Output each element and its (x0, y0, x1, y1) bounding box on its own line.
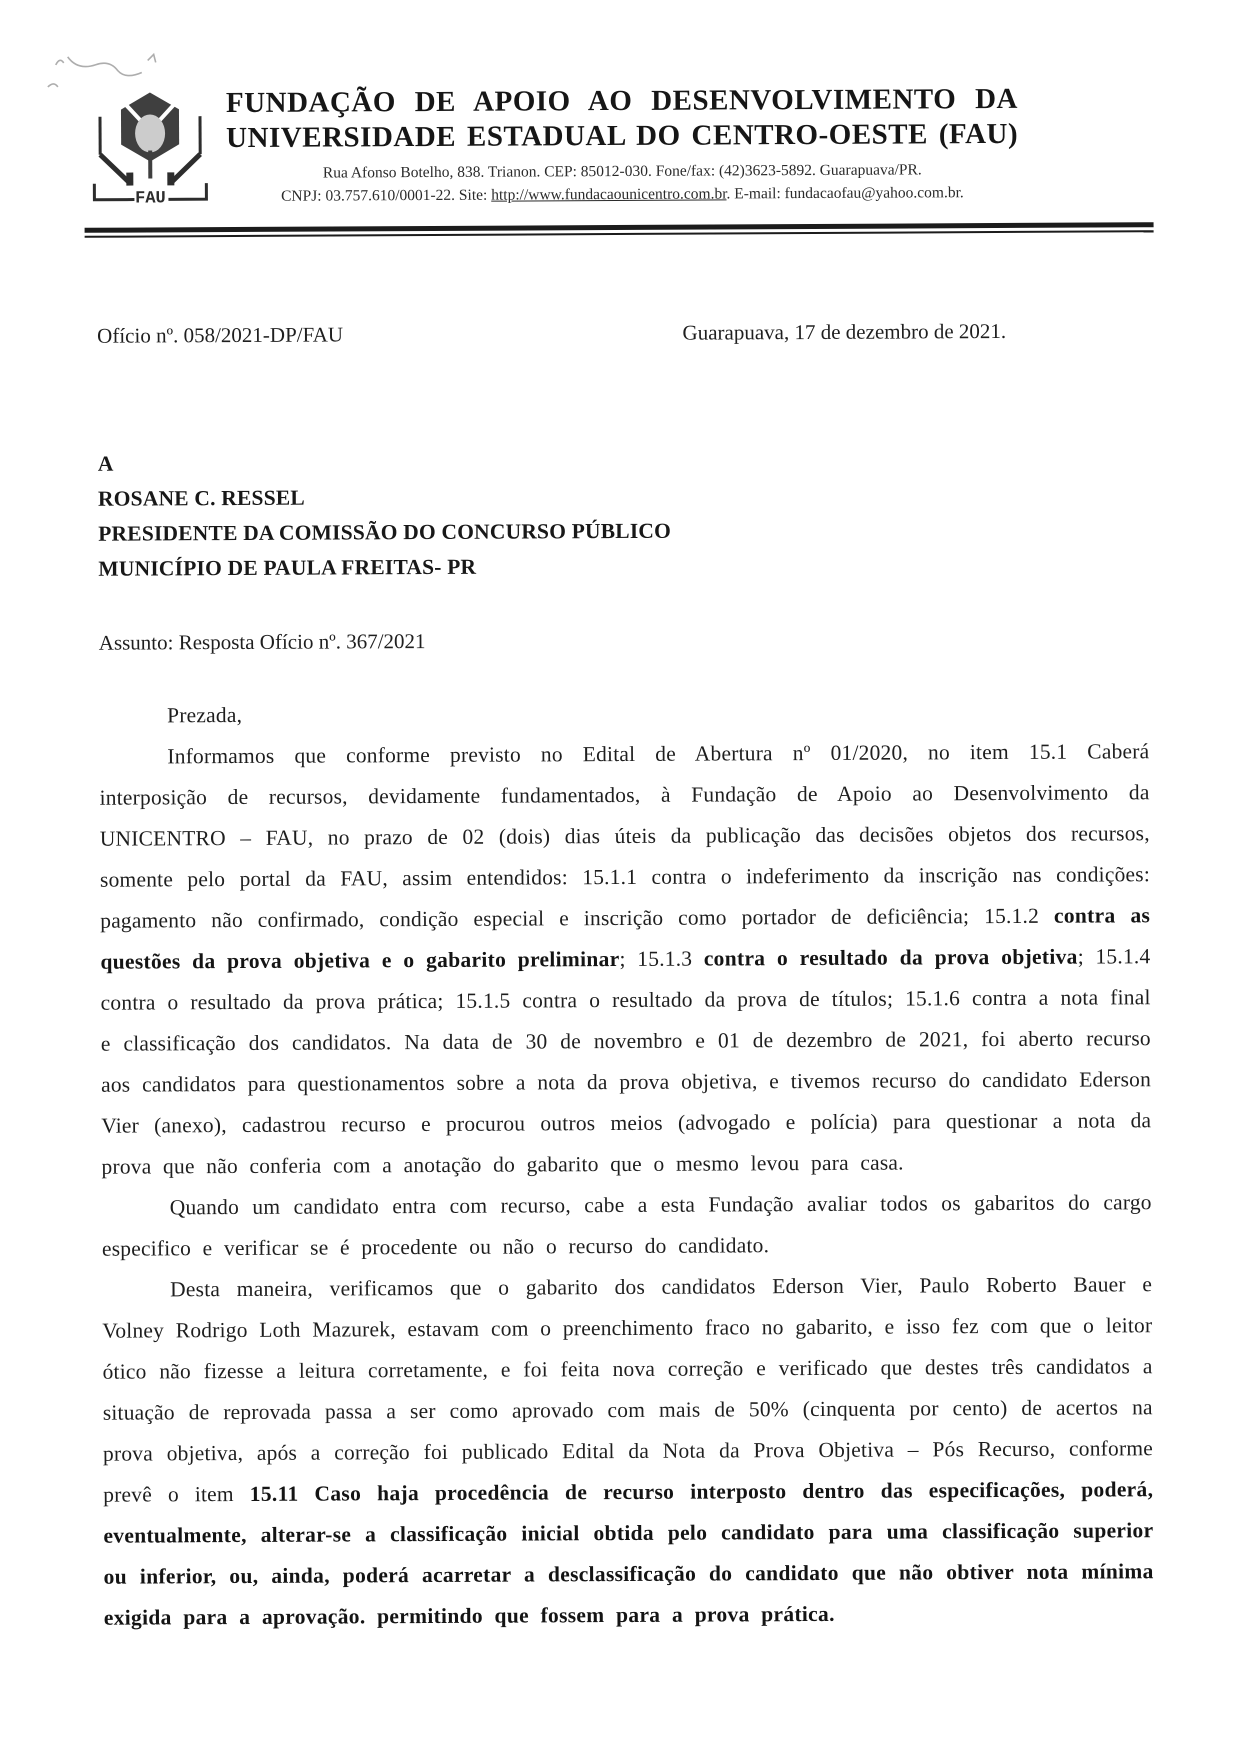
header-divider-rule (85, 222, 1154, 238)
subject-line: Assunto: Resposta Ofício nº. 367/2021 (98, 629, 426, 655)
body-paragraph (99, 731, 1151, 1187)
body-text: Quando um candidato entra com recurso, cabe a esta Fundação avaliar todos os gabaritos do cargo especifico e verificar se é procedente ou não o recurso do candidato. (101, 1190, 1152, 1261)
org-email: fundacaofau@yahoo.com.br (784, 184, 960, 203)
place-date: Guarapuava, 17 de dezembro de 2021. (682, 318, 1007, 345)
recipient-block (98, 441, 1148, 586)
address-period: . (959, 184, 964, 202)
org-name-line2: UNIVERSIDADE ESTADUAL DO CENTRO-OESTE (FAU) (226, 117, 1019, 155)
recipient-name: ROSANE C. RESSEL (97, 485, 305, 511)
letterhead-text (226, 82, 1019, 208)
org-name-line1: FUNDAÇÃO DE APOIO AO DESENVOLVIMENTO DA (225, 82, 1018, 120)
address-cnpj: CNPJ: 03.757.610/0001-22. Site: (281, 186, 492, 205)
body-text-bold: 15.11 Caso haja procedência de recurso interposto dentro das especificações, poderá, eventualmente, alterar-se a classificação inicial obtida pelo candidato para uma classificação superior ou inferior, ou, ainda, poderá acarretar a desclassificação do candidato que não obtiver nota mínima exigida para a aprovação. permitindo que fossem para a prova prática. (103, 1477, 1154, 1630)
org-address-line1: Rua Afonso Botelho, 838. Trianon. CEP: 85012-030. Fone/fax: (42)3623-5892. Guarapuava/PR. (322, 161, 922, 182)
letterhead (84, 81, 1158, 212)
body-text: Informamos que conforme previsto no Edital de Abertura nº 01/2020, no item 15.1 Caberá interposição de recursos, devidamente fundamentados, à Fundação de Apoio ao Desenvolvimento da UNICENTRO – FAU, no prazo de 02 (dois) dias úteis da publicação das decisões objetos dos recursos, somente pelo portal da FAU, assim entendidos: 15.1.1 contra o indeferimento da inscrição nas condições: pagamento não confirmado, condição especial e inscrição como portador de deficiência; 15.1.2 (99, 739, 1151, 933)
body-text-bold: contra o resultado da prova objetiva (703, 944, 1078, 971)
body-text: Desta maneira, verificamos que o gabarito dos candidatos Ederson Vier, Paulo Roberto Bauer e Volney Rodrigo Loth Mazurek, estavam com o preenchimento fraco no gabarito, e isso fez com que o leitor ótico não fizesse a leitura corretamente, e foi feita nova correção e verificado que destes três candidatos a situação de reprovada passa a ser como aprovado com mais de 50% (cinquenta por cento) de acertos na prova objetiva, após a correção foi publicado Edital da Nota da Prova Objetiva – Pós Recurso, conforme prevê o item (102, 1272, 1154, 1507)
body-paragraph (102, 1182, 1152, 1269)
fau-logo-text: FAU (135, 189, 166, 207)
org-address-line2 (226, 181, 1018, 208)
org-website-link: http://www.fundacaounicentro.com.br (491, 185, 727, 204)
recipient-line-a: A (97, 451, 114, 476)
office-number: Ofício nº. 058/2021-DP/FAU (97, 322, 344, 348)
recipient-municipality: MUNICÍPIO DE PAULA FREITAS- PR (98, 554, 477, 581)
body-text: ; 15.1.4 contra o resultado da prova prática; 15.1.5 contra o resultado da prova de títulos; 15.1.6 contra a nota final e classificação dos candidatos. Na data de 30 de novembro e 01 de dezembro de 2021, foi aberto recurso aos candidatos para questionamentos sobre a nota da prova objetiva, e tivemos recurso do candidato Ederson Vier (anexo), cadastrou recurso e procurou outros meios (advogado e polícia) para questionar a nota da prova que não conferia com a anotação do gabarito que o mesmo levou para casa. (100, 944, 1152, 1179)
pen-scribble-mark (38, 46, 238, 107)
reference-row (97, 318, 1146, 348)
recipient-title: PRESIDENTE DA COMISSÃO DO CONCURSO PÚBLICO (98, 518, 672, 546)
body-text-bold: contra as questões da prova objetiva e o gabarito preliminar (100, 903, 1151, 974)
body-paragraph (102, 1264, 1154, 1638)
body-text: ; 15.1.3 (619, 946, 704, 972)
address-email-label: . E-mail: (726, 185, 785, 203)
salutation: Prezada, (167, 702, 243, 728)
letter-body (99, 690, 1154, 1638)
